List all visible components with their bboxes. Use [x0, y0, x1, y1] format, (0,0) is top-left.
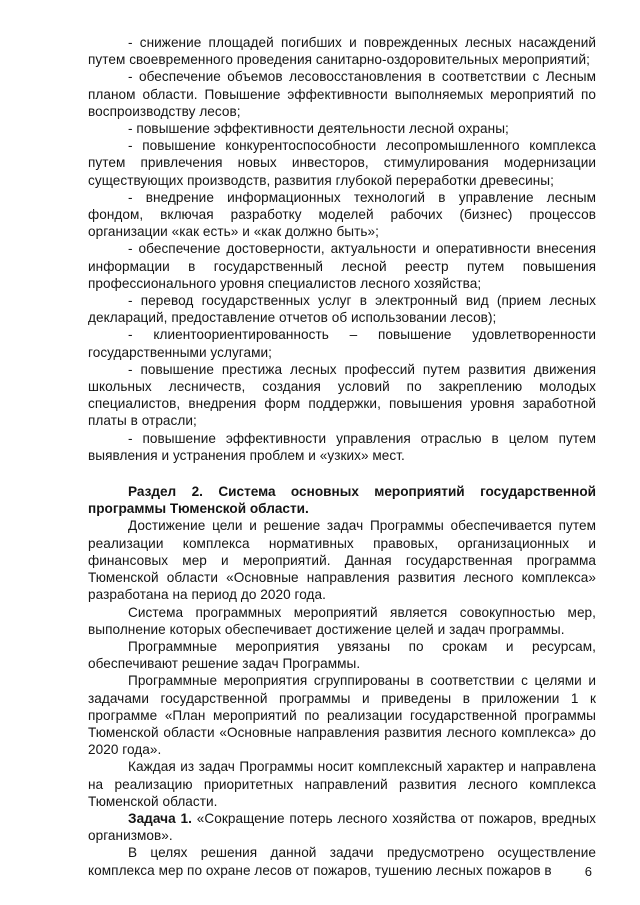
bullet-item: - внедрение информационных технологий в управление лесным фондом, включая разработку моделей рабочих (бизнес) процессов организации «как есть» и «как должно быть»;: [88, 189, 596, 240]
bullet-item: - перевод государственных услуг в электронный вид (прием лесных деклараций, предоставление отчетов об использовании лесов);: [88, 293, 596, 326]
bullet-item: - снижение площадей погибших и поврежденных лесных насаждений путем своевременного проведения санитарно-оздоровительных мероприятий;: [88, 35, 596, 68]
bullet-item: - повышение эффективности деятельности лесной охраны;: [128, 121, 509, 137]
bullet-item: - повышение конкурентоспособности лесопромышленного комплекса путем привлечения новых инвесторов, стимулирования модернизации существующих производств, развития глубокой переработки древесины;: [88, 138, 596, 188]
body-paragraph: Достижение цели и решение задач Программы обеспечивается путем реализации комплекса нормативных правовых, организационных и финансовых мер и мероприятий. Данная государственная программа Тюменской области «Основные направления развития лесного комплекса» разработана на период до 2020 года.: [88, 518, 596, 603]
task-text: «Сокращение потерь лесного хозяйства от пожаров, вредных организмов».: [88, 810, 596, 844]
bullet-item: - клиентоориентированность – повышение удовлетворенности государственными услугами;: [88, 327, 596, 360]
bullet-item: - обеспечение объемов лесовосстановления в соответствии с Лесным планом области. Повышение эффективности выполняемых мероприятий по воспроизводству лесов;: [88, 69, 596, 119]
section-gap: [88, 464, 596, 483]
body-paragraph: Программные мероприятия сгруппированы в соответствии с целями и задачами государственной программы и приведены в приложении 1 к программе «План мероприятий по реализации государственной программы Тюменской области «Основные направления развития лесного комплекса» до 2020 года».: [88, 673, 596, 758]
task-paragraph: [88, 810, 596, 844]
bullet-item: - повышение престижа лесных профессий путем развития движения школьных лесничеств, создания условий по закреплению молодых специалистов, внедрения форм поддержки, повышения уровня заработной платы в отрасли;: [88, 361, 596, 429]
body-paragraph: Программные мероприятия увязаны по срокам и ресурсам, обеспечивают решение задач Программы.: [88, 638, 596, 672]
body-paragraph: Система программных мероприятий является совокупностью мер, выполнение которых обеспечивает достижение целей и задач программы.: [88, 604, 596, 637]
body-paragraph: В целях решения данной задачи предусмотрено осуществление комплекса мер по охране лесов от пожаров, тушению лесных пожаров в: [88, 845, 596, 878]
bullet-item: - повышение эффективности управления отраслью в целом путем выявления и устранения проблем и «узких» мест.: [88, 430, 596, 463]
page-number: 6: [584, 864, 592, 879]
body-paragraph: Каждая из задач Программы носит комплексный характер и направлена на реализацию приоритетных направлений развития лесного комплекса Тюменской области.: [88, 759, 596, 809]
bullet-item: - обеспечение достоверности, актуальности и оперативности внесения информации в государственный лесной реестр путем повышения профессионального уровня специалистов лесного хозяйства;: [88, 241, 596, 291]
task-label: Задача 1.: [128, 810, 192, 826]
section-heading: Раздел 2. Система основных мероприятий государственной программы Тюменской области.: [88, 484, 596, 517]
